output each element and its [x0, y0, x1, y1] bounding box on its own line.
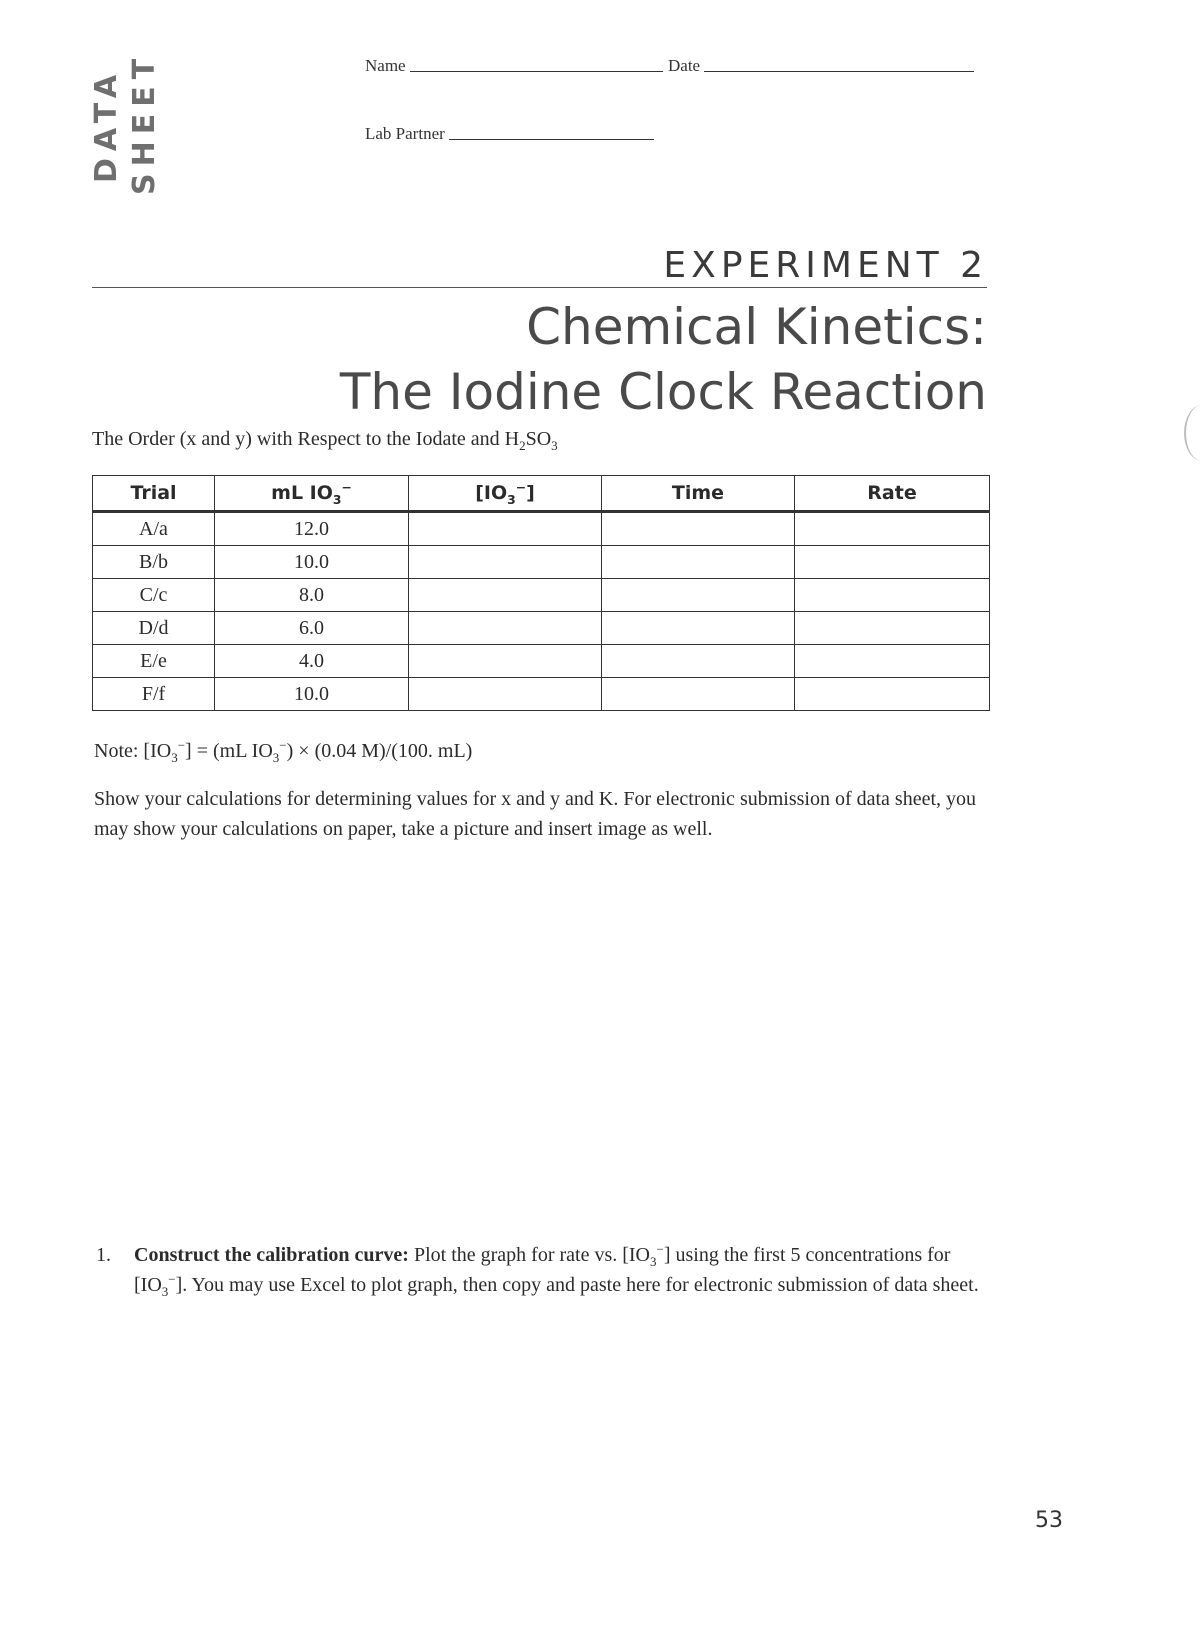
rate-entry-cell[interactable] — [795, 579, 990, 612]
order-heading: The Order (x and y) with Respect to the Iodate and $H_2SO_3$ — [92, 428, 558, 453]
table-row — [93, 645, 990, 678]
table-row — [93, 579, 990, 612]
heading-divider — [92, 287, 987, 288]
time-entry-cell[interactable] — [602, 579, 795, 612]
time-entry-cell[interactable] — [602, 612, 795, 645]
time-entry-cell[interactable] — [602, 645, 795, 678]
header-rate: Rate — [795, 476, 990, 512]
ml-cell: 10.0 — [215, 546, 409, 579]
concentration-entry-cell[interactable] — [409, 579, 602, 612]
trial-cell: E/e — [93, 645, 215, 678]
header-ml-iodate: mL $IO_3^-$ — [215, 476, 409, 512]
lab-partner-field[interactable] — [365, 124, 654, 144]
question-1-text: Construct the calibration curve: Plot the graph for rate vs. $[IO_3^-]$ using the first 5 concentrations for $[IO_3^-]$. You may use Excel to plot graph, then copy and paste here for electronic submission of data sheet. — [134, 1241, 979, 1299]
time-entry-cell[interactable] — [602, 546, 795, 579]
trial-cell: D/d — [93, 612, 215, 645]
calculation-instructions: Show your calculations for determining values for x and y and K. For electronic submission of data sheet, you may show your calculations on paper, take a picture and insert image as well. — [94, 788, 977, 840]
rate-entry-cell[interactable] — [795, 546, 990, 579]
data-sheet-label — [89, 51, 162, 195]
header-time: Time — [602, 476, 795, 512]
trial-cell: A/a — [93, 512, 215, 546]
rate-entry-cell[interactable] — [795, 512, 990, 546]
ml-cell: 8.0 — [215, 579, 409, 612]
page-number: 53 — [1035, 1508, 1063, 1533]
table-header-row — [93, 476, 990, 512]
concentration-entry-cell[interactable] — [409, 612, 602, 645]
date-blank-line[interactable] — [704, 71, 974, 72]
concentration-entry-cell[interactable] — [409, 645, 602, 678]
lab-partner-label: Lab Partner — [365, 124, 445, 143]
concentration-entry-cell[interactable] — [409, 678, 602, 711]
ml-cell: 4.0 — [215, 645, 409, 678]
date-field[interactable] — [668, 56, 974, 76]
page-title-line2: The Iodine Clock Reaction — [339, 363, 987, 421]
table-row — [93, 678, 990, 711]
name-blank-line[interactable] — [410, 71, 663, 72]
page-title-line1: Chemical Kinetics: — [526, 298, 987, 356]
lab-partner-blank-line[interactable] — [449, 139, 654, 140]
question-1-number: 1. — [96, 1244, 111, 1266]
table-row — [93, 612, 990, 645]
concentration-entry-cell[interactable] — [409, 546, 602, 579]
ml-cell: 12.0 — [215, 512, 409, 546]
header-trial: Trial — [93, 476, 215, 512]
table-row — [93, 512, 990, 546]
name-label: Name — [365, 56, 406, 75]
date-label: Date — [668, 56, 701, 75]
experiment-label: EXPERIMENT 2 — [663, 245, 988, 286]
rate-entry-cell[interactable] — [795, 645, 990, 678]
data-sheet-label-line2: SHEET — [127, 51, 162, 195]
header-iodate-concentration: $[IO_3^-]$ — [409, 476, 602, 512]
trial-cell: F/f — [93, 678, 215, 711]
scan-edge-mark — [1184, 405, 1200, 461]
name-field[interactable] — [365, 56, 663, 76]
concentration-note: Note: $[IO_3^-] = (mL$ $IO_3^-) \times (0.04$ M)/(100. mL) — [94, 737, 473, 765]
ml-cell: 6.0 — [215, 612, 409, 645]
data-table — [92, 475, 990, 711]
trial-cell: C/c — [93, 579, 215, 612]
ml-cell: 10.0 — [215, 678, 409, 711]
rate-entry-cell[interactable] — [795, 612, 990, 645]
rate-entry-cell[interactable] — [795, 678, 990, 711]
table-row — [93, 546, 990, 579]
data-sheet-label-line1: DATA — [89, 67, 124, 183]
time-entry-cell[interactable] — [602, 678, 795, 711]
concentration-entry-cell[interactable] — [409, 512, 602, 546]
question-1 — [96, 1240, 996, 1300]
time-entry-cell[interactable] — [602, 512, 795, 546]
trial-cell: B/b — [93, 546, 215, 579]
